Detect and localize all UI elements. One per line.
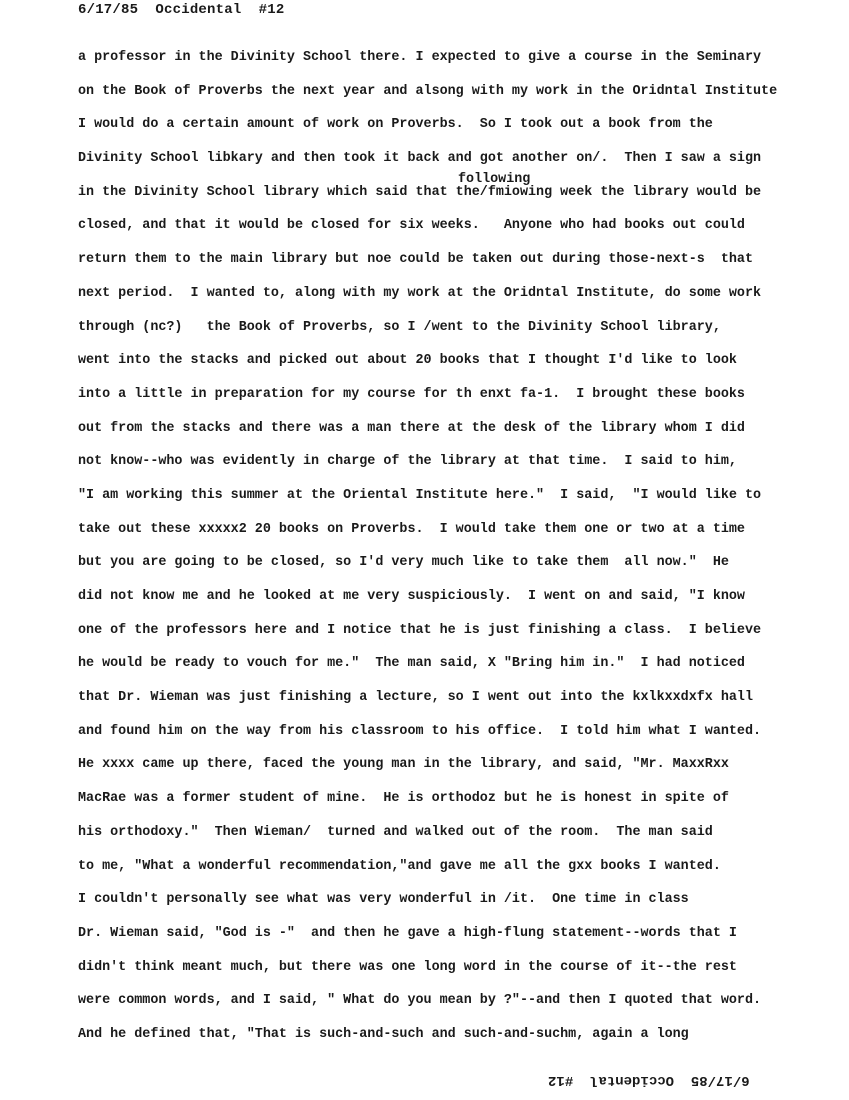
interline-insertion: following: [458, 171, 531, 187]
text-line: Dr. Wieman said, "God is -" and then he gave a high-flung statement--words that I: [78, 925, 737, 941]
text-line: didn't think meant much, but there was one long word in the course of it--the rest: [78, 959, 737, 975]
text-line: went into the stacks and picked out about 20 books that I thought I'd like to look: [78, 353, 737, 369]
text-line: in the Divinity School library which said that the/fmiowing week the library would be following: [78, 171, 762, 200]
text-line: Divinity School libkary and then took it back and got another on/. Then I saw a sign: [78, 151, 762, 167]
text-line: next period. I wanted to, along with my work at the Oridntal Institute, do some work: [78, 285, 762, 301]
text-line: but you are going to be closed, so I'd very much like to take them all now." He: [78, 555, 729, 571]
text-line: that Dr. Wieman was just finishing a lecture, so I went out into the kxlkxxdxfx hall: [78, 690, 753, 706]
text-line: to me, "What a wonderful recommendation,"and gave me all the gxx books I wanted.: [78, 858, 721, 874]
typed-text-body: [78, 48, 818, 1059]
text-line: through (nc?) the Book of Proverbs, so I /went to the Divinity School library,: [78, 319, 721, 335]
text-line: And he defined that, "That is such-and-such and such-and-suchm, again a long: [78, 1026, 689, 1042]
text-line: and found him on the way from his classroom to his office. I told him what I wanted.: [78, 723, 762, 739]
text-line: I would do a certain amount of work on Proverbs. So I took out a book from the: [78, 117, 713, 133]
text-line: one of the professors here and I notice that he is just finishing a class. I believe: [78, 622, 762, 638]
text-line: his orthodoxy." Then Wieman/ turned and walked out of the room. The man said: [78, 824, 713, 840]
text-line: "I am working this summer at the Oriental Institute here." I said, "I would like to: [78, 487, 762, 503]
text-line: a professor in the Divinity School there. I expected to give a course in the Seminary: [78, 50, 762, 65]
page-header: 6/17/85 Occidental #12: [78, 2, 285, 18]
text-line: return them to the main library but noe could be taken out during those-next-s that: [78, 252, 753, 268]
text-line: did not know me and he looked at me very suspiciously. I went on and said, "I know: [78, 589, 745, 604]
text-line: closed, and that it would be closed for six weeks. Anyone who had books out could: [78, 218, 745, 234]
text-line: were common words, and I said, " What do you mean by ?"--and then I quoted that word.: [78, 993, 762, 1009]
text-line: on the Book of Proverbs the next year and alsong with my work in the Oridntal Institute: [78, 83, 778, 99]
upside-down-footer: 6/17/85 Occidental #12: [548, 1072, 750, 1088]
text-line: he would be ready to vouch for me." The man said, X "Bring him in." I had noticed: [78, 656, 745, 672]
text-line: out from the stacks and there was a man there at the desk of the library whom I did: [78, 420, 745, 436]
text-line: into a little in preparation for my course for th enxt fa-1. I brought these books: [78, 386, 745, 402]
text-line: take out these xxxxx2 20 books on Proverbs. I would take them one or two at a time: [78, 521, 745, 537]
text-line: MacRae was a former student of mine. He is orthodoz but he is honest in spite of: [78, 791, 729, 807]
text-line: not know--who was evidently in charge of the library at that time. I said to him,: [78, 454, 737, 470]
text-line: I couldn't personally see what was very wonderful in /it. One time in class: [78, 892, 689, 908]
text-line: He xxxx came up there, faced the young man in the library, and said, "Mr. MaxxRxx: [78, 757, 729, 773]
